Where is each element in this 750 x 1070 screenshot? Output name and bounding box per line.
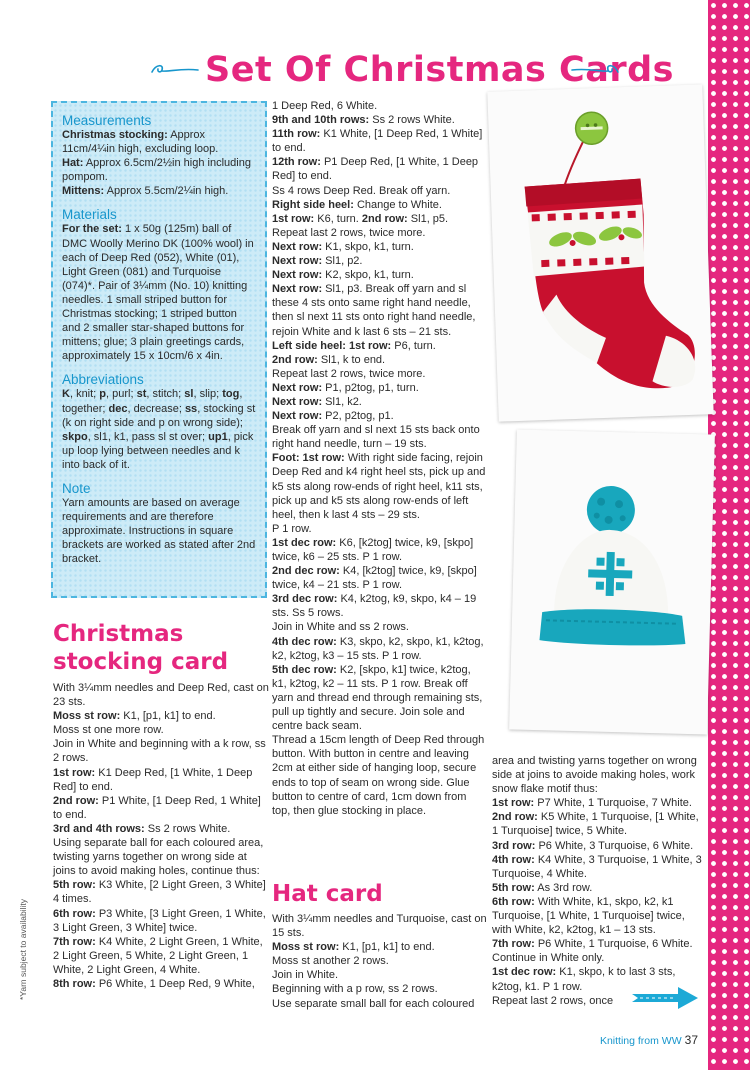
- instruction-line: Next row: Sl1, p3. Break off yarn and sl these 4 sts onto same right hand needle, then sl next 11 sts onto right hand needle, rejoin White and k last 6 sts – 21 sts.: [272, 283, 476, 338]
- instruction-line: 3rd row: P6 White, 3 Turquoise, 6 White.: [492, 839, 694, 852]
- hat-instructions-col3: [492, 754, 702, 1008]
- instruction-line: Next row: P2, p2tog, p1.: [272, 410, 394, 423]
- instruction-line: Continue in White only.: [492, 952, 605, 965]
- instruction-line: Moss st another 2 rows.: [272, 955, 389, 968]
- polka-dot-border: [708, 0, 750, 1070]
- instruction-line: 5th row: K3 White, [2 Light Green, 3 White] 4 times.: [53, 879, 266, 906]
- instruction-line: 6th row: With White, k1, skpo, k2, k1 Turquoise, [1 White, 1 Turquoise] twice, with White, k2, k2tog, k1 – 13 sts.: [492, 895, 685, 937]
- instruction-line: Break off yarn and sl next 15 sts back onto right hand needle, turn – 19 sts.: [272, 424, 480, 451]
- instruction-line: 1 Deep Red, 6 White.: [272, 100, 378, 112]
- abbreviations-text: K, knit; p, purl; st, stitch; sl, slip; tog, together; dec, decrease; ss, stocking st (k on right side and p on wrong side); skpo, sl1, k1, pass sl st over; up1, pick up loop lying between needles and k into back of it.: [62, 388, 256, 471]
- instruction-line: With 3¼mm needles and Deep Red, cast on 23 sts.: [53, 682, 269, 709]
- hat-instructions-col2: [272, 912, 487, 1011]
- info-box: [51, 101, 267, 598]
- instruction-line: Next row: P1, p2tog, p1, turn.: [272, 381, 419, 394]
- yarn-availability-note: *Yarn subject to availability: [18, 899, 28, 1000]
- knitted-stocking-image: [487, 84, 713, 421]
- instruction-line: 8th row: P6 White, 1 Deep Red, 9 White,: [53, 977, 255, 990]
- instruction-line: Next row: Sl1, k2.: [272, 395, 362, 408]
- instruction-line: With 3¼mm needles and Turquoise, cast on 15 sts.: [272, 913, 487, 940]
- hat-card-photo: [509, 429, 715, 734]
- instruction-line: Moss st row: K1, [p1, k1] to end.: [272, 941, 435, 954]
- stocking-instructions-col1: [53, 681, 269, 991]
- instruction-line: Next row: K2, skpo, k1, turn.: [272, 269, 414, 282]
- instruction-line: Repeat last 2 rows, twice more.: [272, 226, 426, 239]
- instruction-line: 1st dec row: K6, [k2tog] twice, k9, [skpo] twice, k6 – 25 sts. P 1 row.: [272, 536, 474, 563]
- note-heading: Note: [62, 480, 91, 496]
- instruction-line: P 1 row.: [272, 522, 312, 535]
- instruction-line: 7th row: K4 White, 2 Light Green, 1 White, 2 Light Green, 5 White, 2 Light Green, 1 White, 2 Light Green, 4 White.: [53, 935, 263, 976]
- note-text: Yarn amounts are based on average requirements and are therefore approximate. Instructions in square brackets are worked as stated after 2nd bracket.: [62, 496, 256, 566]
- instruction-line: 3rd dec row: K4, k2tog, k9, skpo, k4 – 19 sts. Ss 5 rows.: [272, 593, 477, 620]
- instruction-line: 5th row: As 3rd row.: [492, 881, 593, 894]
- instruction-line: Join in White and beginning with a k row, ss 2 rows.: [53, 738, 266, 765]
- measurements-heading: Measurements: [62, 113, 152, 128]
- knitted-hat-image: [509, 429, 715, 734]
- instruction-line: 6th row: P3 White, [3 Light Green, 1 White, 3 Light Green, 3 White] twice.: [53, 907, 266, 934]
- instruction-line: 2nd row: K5 White, 1 Turquoise, [1 White, 1 Turquoise] twice, 5 White.: [492, 811, 699, 838]
- continue-arrow-icon: [630, 985, 700, 1011]
- instruction-line: 2nd row: Sl1, k to end.: [272, 353, 386, 366]
- measurement-item: Hat: Approx 6.5cm/2½in high including pompom.: [62, 157, 251, 184]
- hat-heading: Hat card: [272, 881, 383, 907]
- instruction-line: 4th dec row: K3, skpo, k2, skpo, k1, k2tog, k2, k2tog, k3 – 15 sts. P 1 row.: [272, 635, 484, 662]
- instruction-line: Repeat last 2 rows, twice more.: [272, 367, 426, 380]
- instruction-line: 7th row: P6 White, 1 Turquoise, 6 White.: [492, 938, 693, 951]
- instruction-line: Foot: 1st row: With right side facing, rejoin Deep Red and k4 right heel sts, pick up and k5 sts along row-ends of right heel, k11 sts, pick up and k5 sts along row-ends of left heel, then k last 4 sts – 29 sts.: [272, 452, 486, 521]
- instruction-line: Use separate small ball for each coloured: [272, 997, 475, 1010]
- instruction-line: Next row: Sl1, p2.: [272, 255, 363, 268]
- instruction-line: 1st row: K6, turn. 2nd row: Sl1, p5.: [272, 212, 449, 225]
- materials-text: For the set: 1 x 50g (125m) ball of DMC Woolly Merino DK (100% wool) in each of Deep Red (052), White (01), Light Green (081) and Turquoise (074)*. Pair of 3¼mm (No. 10) knitting needles. 1 small striped button for Christmas stocking; 1 striped button and 2 smaller star-shaped buttons for mittens; glue; 3 plain greetings cards, approximately 15 x 10cm/6 x 4in.: [62, 223, 254, 363]
- instruction-line: Next row: K1, skpo, k1, turn.: [272, 240, 414, 253]
- instruction-line: Beginning with a p row, ss 2 rows.: [272, 983, 438, 996]
- materials-heading: Materials: [62, 207, 117, 223]
- page-title: Set Of Christmas Cards: [205, 50, 675, 90]
- instruction-line: 9th and 10th rows: Ss 2 rows White.: [272, 114, 455, 127]
- instruction-line: Moss st one more row.: [53, 724, 164, 737]
- instruction-line: 3rd and 4th rows: Ss 2 rows White.: [53, 822, 231, 835]
- swirl-right-icon: [570, 60, 620, 78]
- instruction-line: 12th row: P1 Deep Red, [1 White, 1 Deep Red] to end.: [272, 156, 479, 183]
- measurement-item: Christmas stocking: Approx 11cm/4¼in high, excluding loop.: [62, 129, 219, 156]
- instruction-line: 1st row: K1 Deep Red, [1 White, 1 Deep Red] to end.: [53, 766, 253, 793]
- swirl-left-icon: [150, 60, 200, 78]
- instruction-line: Thread a 15cm length of Deep Red through button. With button in centre and leaving 2cm at either side of hanging loop, secure ends to top of seam on wrong side. Glue button to centre of card, 1cm down from top, then glue stocking in place.: [272, 734, 485, 817]
- instruction-line: Join in White and ss 2 rows.: [272, 621, 409, 634]
- page-number: 37: [684, 1033, 698, 1047]
- instruction-line: 2nd dec row: K4, [k2tog] twice, k9, [skpo] twice, k4 – 21 sts. P 1 row.: [272, 565, 477, 592]
- instruction-line: 4th row: K4 White, 3 Turquoise, 1 White, 3 Turquoise, 4 White.: [492, 853, 702, 880]
- stocking-heading: Christmas stocking card: [53, 621, 229, 675]
- instruction-line: Using separate ball for each coloured area, twisting yarns together on wrong side at joins to avoid making holes, continue thus:: [53, 837, 264, 878]
- instruction-line: 1st dec row: K1, skpo, k to last 3 sts, k2tog, k1. P 1 row.: [492, 966, 676, 993]
- measurements-list: [62, 128, 257, 198]
- instruction-line: Left side heel: 1st row: P6, turn.: [272, 339, 436, 352]
- magazine-name: Knitting from WW: [599, 1035, 682, 1047]
- instruction-line: 1st row: P7 White, 1 Turquoise, 7 White.: [492, 797, 692, 810]
- stocking-instructions-col2: [272, 99, 487, 818]
- instruction-line: Join in White.: [272, 969, 339, 982]
- instruction-line: Moss st row: K1, [p1, k1] to end.: [53, 710, 216, 723]
- instruction-line: area and twisting yarns together on wrong side at joins to avoide making holes, work snow flake motif thus:: [492, 755, 697, 796]
- page-footer: [600, 1033, 698, 1047]
- instruction-line: 2nd row: P1 White, [1 Deep Red, 1 White] to end.: [53, 794, 261, 821]
- measurement-item: Mittens: Approx 5.5cm/2¼in high.: [62, 185, 229, 198]
- instruction-line: 5th dec row: K2, [skpo, k1] twice, k2tog, k1, k2tog, k2 – 11 sts. P 1 row. Break off yarn and thread end through remaining sts, pull up tightly and secure. Join sole and centre back seam.: [272, 663, 483, 733]
- instruction-line: 11th row: K1 White, [1 Deep Red, 1 White] to end.: [272, 128, 483, 155]
- stocking-card-photo: [487, 84, 713, 421]
- abbreviations-heading: Abbreviations: [62, 372, 144, 388]
- instruction-line: Right side heel: Change to White.: [272, 198, 442, 211]
- instruction-line: Ss 4 rows Deep Red. Break off yarn.: [272, 184, 451, 197]
- instruction-line: Repeat last 2 rows, once: [492, 994, 614, 1007]
